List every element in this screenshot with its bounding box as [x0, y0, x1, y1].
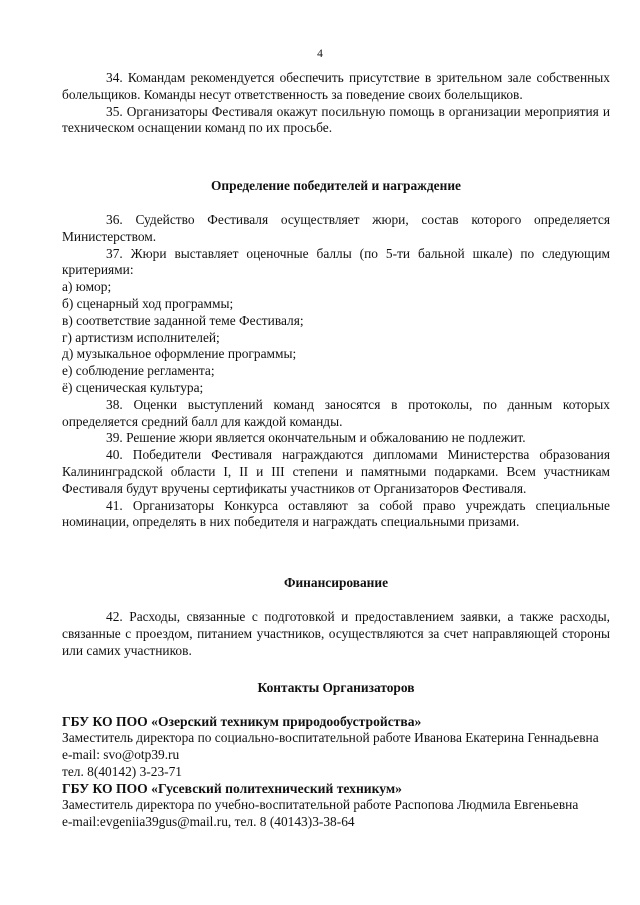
- criteria-item: ё) сценическая культура;: [62, 379, 204, 395]
- paragraph-41: 41. Организаторы Конкурса оставляют за собой право учреждать специальные номинации, определять в них победителя и награждать специальными призами.: [62, 497, 610, 530]
- heading-contacts: Контакты Организаторов: [257, 680, 415, 695]
- contact-person: Заместитель директора по учебно-воспитательной работе Распопова Людмила Евгеньевна: [62, 797, 579, 813]
- email-link[interactable]: e-mail: svo@otp39.ru: [62, 746, 180, 762]
- heading-winners: Определение победителей и награждение: [211, 178, 461, 193]
- section-winners-body: [62, 212, 610, 531]
- paragraph-42: 42. Расходы, связанные с подготовкой и предоставлением заявки, а также расходы, связанные с проездом, питанием участников, осуществляются за счет направляющей стороны или самих участников.: [62, 609, 610, 658]
- criteria-item: а) юмор;: [62, 279, 112, 295]
- org-name: ГБУ КО ПОО «Гусевский политехнический техникум»: [62, 781, 402, 797]
- paragraph-38: 38. Оценки выступлений команд заносятся в протоколы, по данным которых определяется средний балл для каждой команды.: [62, 396, 610, 429]
- phone-number: тел. 8(40142) 3-23-71: [62, 763, 183, 779]
- page-number: 4: [317, 48, 323, 60]
- section-contacts: [62, 680, 610, 697]
- section-team-rules: [62, 70, 610, 137]
- contacts-body: [62, 713, 610, 831]
- heading-financing: Финансирование: [283, 575, 389, 590]
- criteria-item: в) соответствие заданной теме Фестиваля;: [62, 312, 304, 328]
- section-financing-body: [62, 609, 610, 659]
- paragraph-40: 40. Победители Фестиваля награждаются дипломами Министерства образования Калининградской области I, II и III степени и памятными подарками. Всем участникам Фестиваля будут вручены сертификаты участников от Организаторов Фестиваля.: [62, 447, 610, 496]
- paragraph-37: 37. Жюри выставляет оценочные баллы (по 5-ти бальной шкале) по следующим критериями:: [62, 245, 610, 278]
- paragraph-39: 39. Решение жюри является окончательным и обжалованию не подлежит.: [106, 430, 526, 446]
- org-name: ГБУ КО ПОО «Озерский техникум природообустройства»: [62, 714, 422, 729]
- criteria-item: д) музыкальное оформление программы;: [62, 346, 297, 362]
- paragraph-36: 36. Судейство Фестиваля осуществляет жюри, состав которого определяется Министерством.: [62, 212, 610, 244]
- criteria-item: г) артистизм исполнителей;: [62, 329, 220, 345]
- criteria-list: [62, 279, 610, 397]
- contact-person: Заместитель директора по социально-воспитательной работе Иванова Екатерина Геннадьевна: [62, 730, 599, 745]
- section-winners: [62, 178, 610, 195]
- section-financing: [62, 575, 610, 592]
- email-link[interactable]: e-mail:evgeniia39gus@mail.ru, тел. 8 (40143)3-38-64: [62, 814, 355, 830]
- paragraph-35: 35. Организаторы Фестиваля окажут посильную помощь в организации мероприятия и техническом оснащении команд по их просьбе.: [62, 103, 610, 136]
- criteria-item: б) сценарный ход программы;: [62, 295, 234, 311]
- criteria-item: е) соблюдение регламента;: [62, 363, 215, 379]
- paragraph-34: 34. Командам рекомендуется обеспечить присутствие в зрительном зале собственных болельщиков. Команды несут ответственность за поведение своих болельщиков.: [62, 70, 610, 102]
